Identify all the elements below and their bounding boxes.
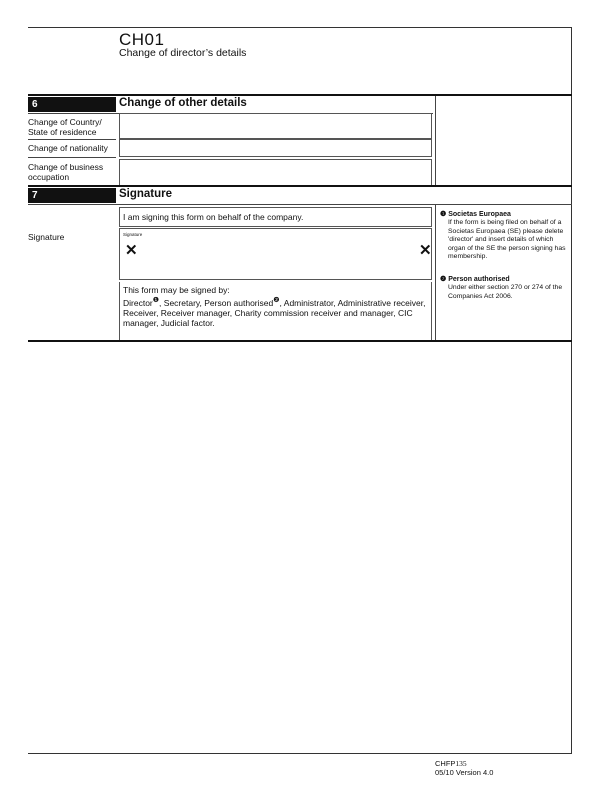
form-code: CH01 xyxy=(119,30,165,49)
signed-by-text xyxy=(123,285,435,329)
role-list-mid: , Secretary, Person authorised xyxy=(159,297,274,308)
section-6-title: Change of other details xyxy=(119,97,247,109)
role-list-rest: , Administrator, Administrative receiver, Receiver, Receiver manager, Charity commission receiver and manager, CIC manager, Judicial factor. xyxy=(123,297,426,329)
note-2-title: Person authorised xyxy=(448,276,510,283)
footer-code-number: 135 xyxy=(455,759,467,768)
signature-label: Signature xyxy=(28,232,65,242)
section-7-title-rule xyxy=(28,204,572,205)
country-residence-label: Change of Country/ State of residence xyxy=(28,117,102,137)
nationality-label: Change of nationality xyxy=(28,143,108,153)
footer-code-prefix: CHFP xyxy=(435,759,456,768)
nationality-field[interactable] xyxy=(119,139,432,157)
section-7-number: 7 xyxy=(28,188,116,203)
note-1-heading xyxy=(440,210,511,218)
note-1-title: Societas Europaea xyxy=(448,211,511,218)
page-frame-bottom xyxy=(28,753,572,754)
country-residence-field[interactable] xyxy=(119,113,432,139)
section-6-notes-divider xyxy=(435,96,436,185)
behalf-statement: I am signing this form on behalf of the company. xyxy=(123,212,304,222)
note-2-body: Under either section 270 or 274 of the Companies Act 2006. xyxy=(448,284,563,300)
signed-by-intro: This form may be signed by: xyxy=(123,285,230,295)
section-7-notes-divider xyxy=(435,205,436,340)
form-subtitle: Change of director’s details xyxy=(119,47,247,59)
signature-caption: Signature xyxy=(123,232,143,237)
page-frame-right xyxy=(571,27,572,753)
note-2-marker: ❷ xyxy=(440,276,447,283)
section-7-bottom-rule xyxy=(28,340,572,342)
note-2-ref: ❷ xyxy=(273,296,280,304)
role-director: Director xyxy=(123,297,153,308)
section-6-top-rule xyxy=(28,94,572,96)
note-1-marker: ❶ xyxy=(440,211,447,218)
page-frame-top xyxy=(28,27,572,28)
signature-field[interactable] xyxy=(119,228,432,280)
business-occupation-field[interactable] xyxy=(119,159,432,185)
signed-by-roles xyxy=(123,296,435,329)
row-divider xyxy=(28,139,116,140)
footer-form-code xyxy=(435,759,467,768)
sign-here-left-mark: ✕ xyxy=(125,242,138,259)
footer-version: 05/10 Version 4.0 xyxy=(435,768,494,777)
section-7-title: Signature xyxy=(119,188,173,200)
section-6-number: 6 xyxy=(28,97,116,112)
sign-here-right-mark: ✕ xyxy=(419,242,432,259)
note-2-heading xyxy=(440,275,510,283)
section-7-top-rule xyxy=(28,185,572,187)
note-1-body: If the form is being filed on behalf of a Societas Europaea (SE) please delete 'director' and insert details of which organ of the SE the person signing has membership. xyxy=(448,219,566,261)
row-divider xyxy=(28,157,116,158)
business-occupation-label: Change of business occupation xyxy=(28,162,104,182)
note-1-ref: ❶ xyxy=(152,296,160,304)
